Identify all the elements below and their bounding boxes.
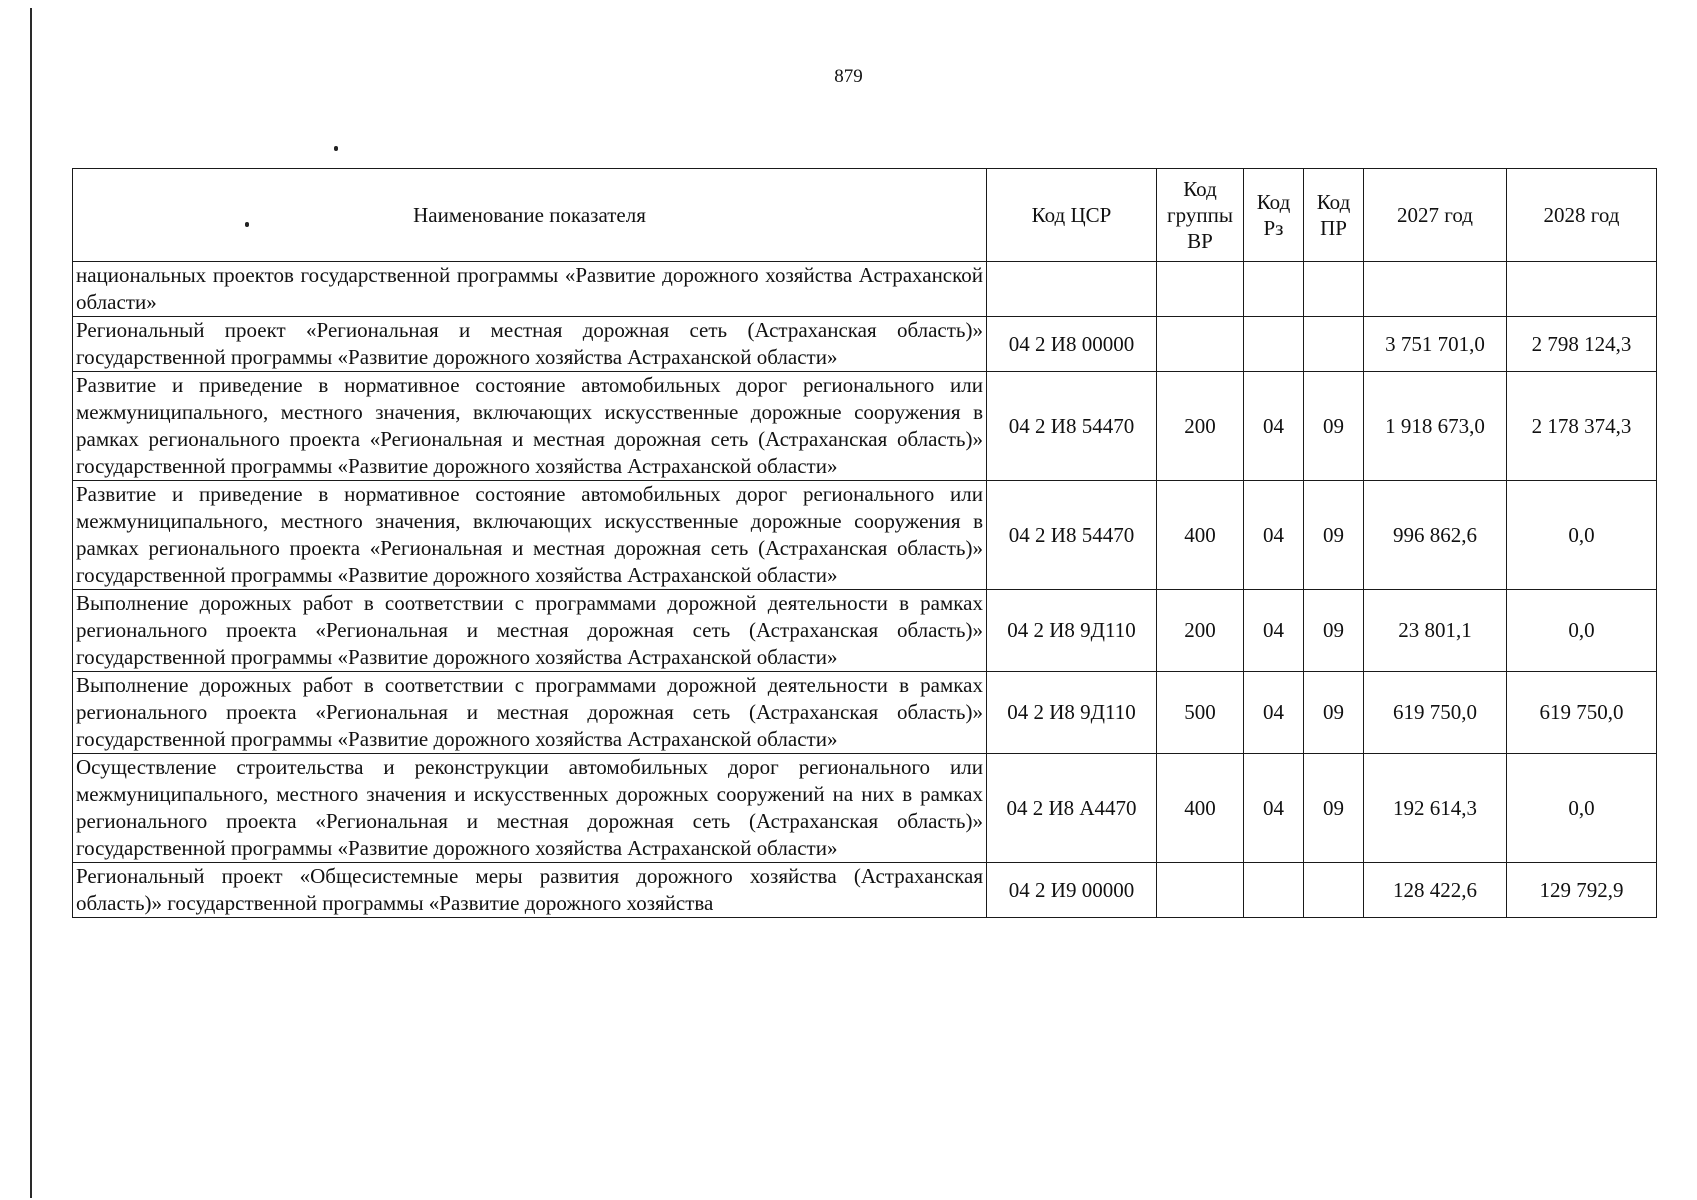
cell-csr: 04 2 И8 9Д110 (987, 590, 1157, 672)
cell-2027 (1364, 262, 1507, 317)
table-row (73, 317, 1657, 372)
cell-2027: 3 751 701,0 (1364, 317, 1507, 372)
cell-vr: 200 (1157, 590, 1244, 672)
page-number: 879 (834, 66, 863, 87)
cell-pr (1304, 863, 1364, 918)
header-row (73, 169, 1657, 262)
cell-2028: 0,0 (1507, 590, 1657, 672)
table-row (73, 372, 1657, 481)
header-name: Наименование показателя (73, 169, 987, 262)
cell-csr (987, 262, 1157, 317)
cell-name: Осуществление строительства и реконструкции автомобильных дорог регионального или межмуниципального, местного значения и искусственных дорожных сооружений на них в рамках регионального проекта «Региональная и местная дорожная сеть (Астраханская область)» государственной программы «Развитие дорожного хозяйства Астраханской области» (73, 754, 987, 863)
table-row (73, 590, 1657, 672)
table-row (73, 262, 1657, 317)
scan-speck (334, 146, 338, 151)
cell-name: Развитие и приведение в нормативное состояние автомобильных дорог регионального или межмуниципального, местного значения, включающих искусственные дорожные сооружения в рамках регионального проекта «Региональная и местная дорожная сеть (Астраханская область)» государственной программы «Развитие дорожного хозяйства Астраханской области» (73, 481, 987, 590)
cell-pr: 09 (1304, 672, 1364, 754)
cell-name: Выполнение дорожных работ в соответствии с программами дорожной деятельности в рамках регионального проекта «Региональная и местная дорожная сеть (Астраханская область)» государственной программы «Развитие дорожного хозяйства Астраханской области» (73, 672, 987, 754)
header-year-2028: 2028 год (1507, 169, 1657, 262)
cell-2028: 2 798 124,3 (1507, 317, 1657, 372)
table-body (73, 262, 1657, 918)
cell-csr: 04 2 И8 54470 (987, 481, 1157, 590)
cell-csr: 04 2 И9 00000 (987, 863, 1157, 918)
cell-2027: 619 750,0 (1364, 672, 1507, 754)
cell-2027: 192 614,3 (1364, 754, 1507, 863)
cell-2027: 128 422,6 (1364, 863, 1507, 918)
cell-name: Выполнение дорожных работ в соответствии с программами дорожной деятельности в рамках регионального проекта «Региональная и местная дорожная сеть (Астраханская область)» государственной программы «Развитие дорожного хозяйства Астраханской области» (73, 590, 987, 672)
cell-vr (1157, 262, 1244, 317)
cell-2028: 619 750,0 (1507, 672, 1657, 754)
header-csr-code: Код ЦСР (987, 169, 1157, 262)
cell-csr: 04 2 И8 А4470 (987, 754, 1157, 863)
cell-pr (1304, 317, 1364, 372)
cell-rz: 04 (1244, 372, 1304, 481)
cell-vr (1157, 317, 1244, 372)
table-row (73, 863, 1657, 918)
cell-pr: 09 (1304, 754, 1364, 863)
cell-2027: 23 801,1 (1364, 590, 1507, 672)
cell-rz (1244, 317, 1304, 372)
table-row (73, 481, 1657, 590)
cell-2028: 129 792,9 (1507, 863, 1657, 918)
header-vr-group-code: Код группы ВР (1157, 169, 1244, 262)
budget-table (72, 168, 1657, 918)
cell-vr: 200 (1157, 372, 1244, 481)
table-row (73, 672, 1657, 754)
header-rz-code: Код Рз (1244, 169, 1304, 262)
cell-name: Развитие и приведение в нормативное состояние автомобильных дорог регионального или межмуниципального, местного значения, включающих искусственные дорожные сооружения в рамках регионального проекта «Региональная и местная дорожная сеть (Астраханская область)» государственной программы «Развитие дорожного хозяйства Астраханской области» (73, 372, 987, 481)
cell-rz (1244, 863, 1304, 918)
table-row (73, 754, 1657, 863)
cell-2027: 996 862,6 (1364, 481, 1507, 590)
cell-name: Региональный проект «Региональная и местная дорожная сеть (Астраханская область)» государственной программы «Развитие дорожного хозяйства Астраханской области» (73, 317, 987, 372)
table-header (73, 169, 1657, 262)
cell-rz: 04 (1244, 590, 1304, 672)
cell-2027: 1 918 673,0 (1364, 372, 1507, 481)
cell-pr (1304, 262, 1364, 317)
cell-vr: 400 (1157, 754, 1244, 863)
cell-pr: 09 (1304, 481, 1364, 590)
cell-pr: 09 (1304, 372, 1364, 481)
cell-2028 (1507, 262, 1657, 317)
cell-name: Региональный проект «Общесистемные меры развития дорожного хозяйства (Астраханская область)» государственной программы «Развитие дорожного хозяйства (73, 863, 987, 918)
cell-csr: 04 2 И8 9Д110 (987, 672, 1157, 754)
header-pr-code: Код ПР (1304, 169, 1364, 262)
cell-2028: 2 178 374,3 (1507, 372, 1657, 481)
header-year-2027: 2027 год (1364, 169, 1507, 262)
cell-csr: 04 2 И8 54470 (987, 372, 1157, 481)
cell-rz: 04 (1244, 672, 1304, 754)
cell-vr: 500 (1157, 672, 1244, 754)
cell-csr: 04 2 И8 00000 (987, 317, 1157, 372)
cell-vr (1157, 863, 1244, 918)
cell-rz: 04 (1244, 481, 1304, 590)
cell-rz (1244, 262, 1304, 317)
cell-2028: 0,0 (1507, 754, 1657, 863)
cell-name: национальных проектов государственной программы «Развитие дорожного хозяйства Астраханской области» (73, 262, 987, 317)
cell-pr: 09 (1304, 590, 1364, 672)
cell-vr: 400 (1157, 481, 1244, 590)
left-margin-rule (30, 8, 32, 1198)
cell-2028: 0,0 (1507, 481, 1657, 590)
cell-rz: 04 (1244, 754, 1304, 863)
